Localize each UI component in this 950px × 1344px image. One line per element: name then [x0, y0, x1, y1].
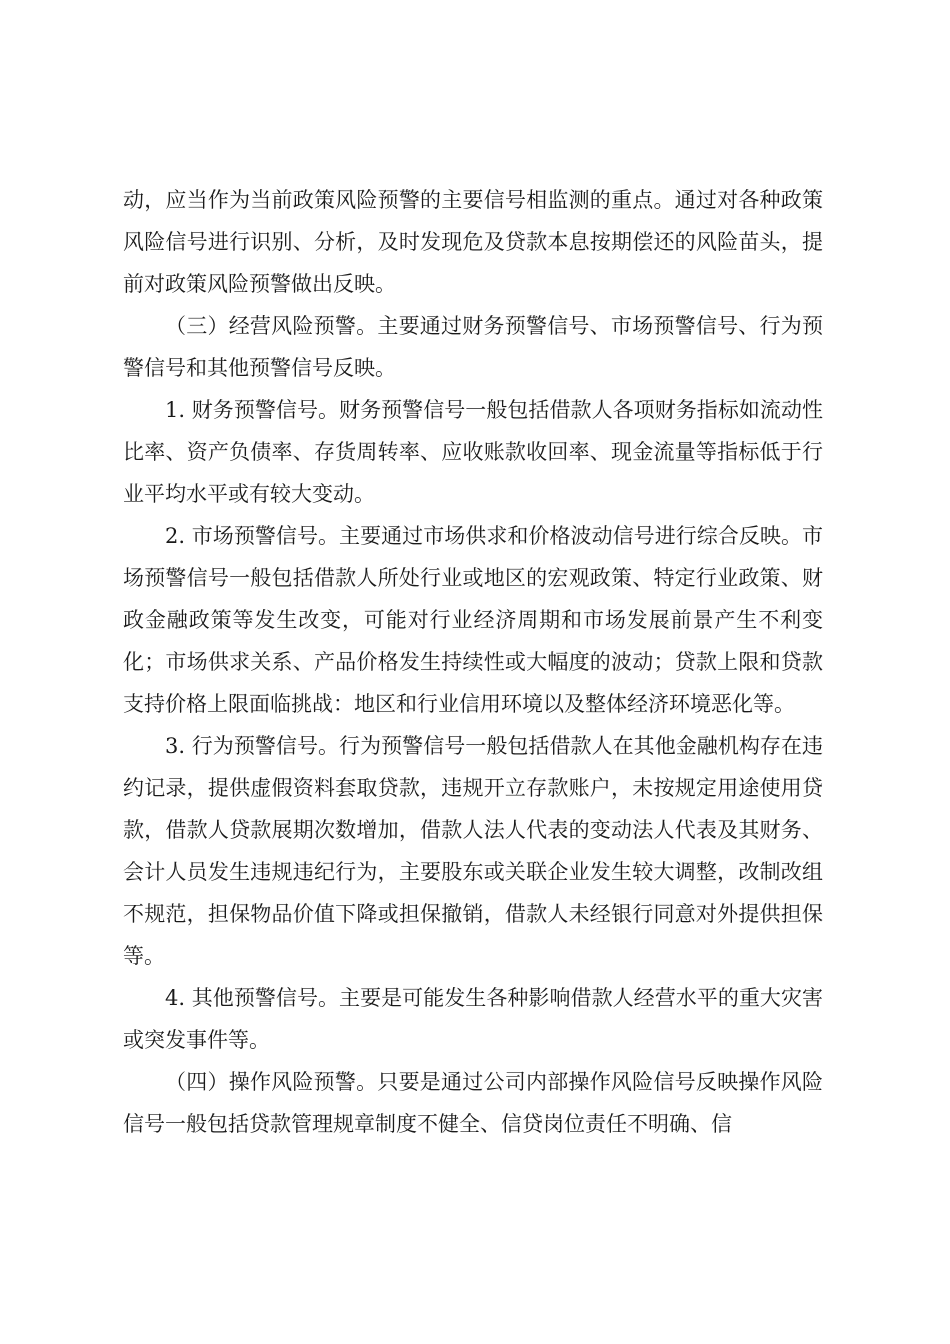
document-body	[123, 179, 823, 1145]
paragraph-operational-risk-warning: （四）操作风险预警。只要是通过公司内部操作风险信号反映操作风险信号一般包括贷款管理规章制度不健全、信贷岗位责任不明确、信	[123, 1070, 823, 1136]
paragraph-market-warning-signals: 2. 市场预警信号。主要通过市场供求和价格波动信号进行综合反映。市场预警信号一般包括借款人所处行业或地区的宏观政策、特定行业政策、财政金融政策等发生改变，可能对行业经济周期和市场发展前景产生不利变化；市场供求关系、产品价格发生持续性或大幅度的波动；贷款上限和贷款支持价格上限面临挑战：地区和行业信用环境以及整体经济环境恶化等。	[123, 524, 823, 716]
paragraph-financial-warning-signals: 1. 财务预警信号。财务预警信号一般包括借款人各项财务指标如流动性比率、资产负债率、存货周转率、应收账款收回率、现金流量等指标低于行业平均水平或有较大变动。	[123, 398, 823, 506]
paragraph-operating-risk-warning: （三）经营风险预警。主要通过财务预警信号、市场预警信号、行为预警信号和其他预警信号反映。	[123, 314, 823, 380]
paragraph-behavior-warning-signals: 3. 行为预警信号。行为预警信号一般包括借款人在其他金融机构存在违约记录，提供虚假资料套取贷款，违规开立存款账户，未按规定用途使用贷款，借款人贷款展期次数增加，借款人法人代表的变动法人代表及其财务、会计人员发生违规违纪行为，主要股东或关联企业发生较大调整，改制改组不规范，担保物品价值下降或担保撤销，借款人未经银行同意对外提供担保等。	[123, 734, 823, 968]
paragraph-policy-risk-continuation: 动，应当作为当前政策风险预警的主要信号相监测的重点。通过对各种政策风险信号进行识别、分析，及时发现危及贷款本息按期偿还的风险苗头，提前对政策风险预警做出反映。	[123, 188, 823, 296]
paragraph-other-warning-signals: 4. 其他预警信号。主要是可能发生各种影响借款人经营水平的重大灾害或突发事件等。	[123, 986, 823, 1052]
